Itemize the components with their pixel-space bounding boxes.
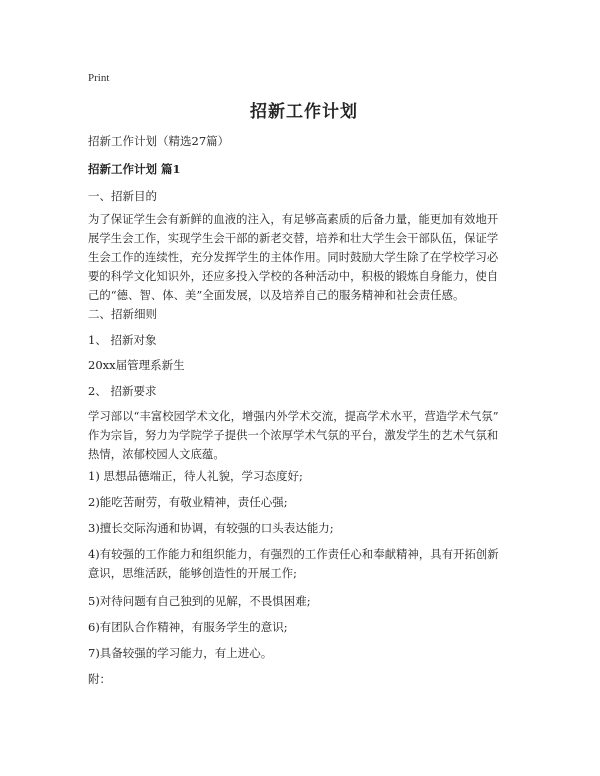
heading-purpose: 一、招新目的: [88, 189, 157, 203]
requirement-item: 2)能吃苦耐劳，有敬业精神，责任心强;: [88, 495, 288, 509]
purpose-paragraph: [88, 210, 520, 305]
paragraph-line: 作为宗旨，努力为学院学子提供一个浓厚学术气氛的平台，激发学生的艺术气氛和: [88, 429, 499, 442]
document-subtitle: 招新工作计划（精选27篇）: [88, 134, 230, 148]
appendix-label: 附：: [88, 672, 111, 686]
requirement-item: 3)擅长交际沟通和协调，有较强的口头表达能力;: [88, 521, 334, 535]
paragraph-line: 己的“德、智、体、美”全面发展，以及培养自己的服务精神和社会责任感。: [88, 289, 465, 302]
requirement-item: 1) 思想品德端正，待人礼貌，学习态度好;: [88, 469, 303, 483]
item1-heading: 1、 招新对象: [88, 333, 157, 347]
paragraph-line: 学习部以“丰富校园学术文化，增强内外学术交流，提高学术水平，营造学术气氛”: [88, 410, 499, 423]
paragraph-line: 意识，思维活跃，能够创造性的开展工作;: [88, 567, 298, 580]
paragraph-line: 展学生会工作，实现学生会干部的新老交替，培养和壮大学生会干部队伍，保证学: [88, 232, 499, 245]
requirement-item: 7)具备较强的学习能力，有上进心。: [88, 646, 273, 660]
requirement-item: 5)对待问题有自己独到的见解，不畏惧困难;: [88, 594, 311, 608]
print-label[interactable]: Print: [88, 72, 110, 84]
item1-text: 20xx届管理系新生: [88, 358, 185, 372]
paragraph-line: 热情，浓郁校园人文底蕴。: [88, 448, 225, 461]
document-title: 招新工作计划: [250, 102, 358, 122]
requirement-item-4: [88, 545, 520, 583]
paragraph-line: 要的科学文化知识外，还应多投入学校的各种活动中，积极的锻炼自身能力，使自: [88, 270, 499, 283]
heading-rules: 二、招新细则: [88, 307, 157, 321]
paragraph-line: 4)有较强的工作能力和组织能力，有强烈的工作责任心和奉献精神，具有开拓创新: [88, 548, 499, 561]
requirement-paragraph: [88, 407, 520, 464]
item2-heading: 2、 招新要求: [88, 384, 157, 398]
paragraph-line: 生会工作的连续性，充分发挥学生的主体作用。同时鼓励大学生除了在学校学习必: [88, 251, 499, 264]
requirement-item: 6)有团队合作精神，有服务学生的意识;: [88, 620, 288, 634]
section-heading: 招新工作计划 篇1: [88, 162, 181, 176]
paragraph-line: 为了保证学生会有新鲜的血液的注入，有足够高素质的后备力量，能更加有效地开: [88, 213, 499, 226]
